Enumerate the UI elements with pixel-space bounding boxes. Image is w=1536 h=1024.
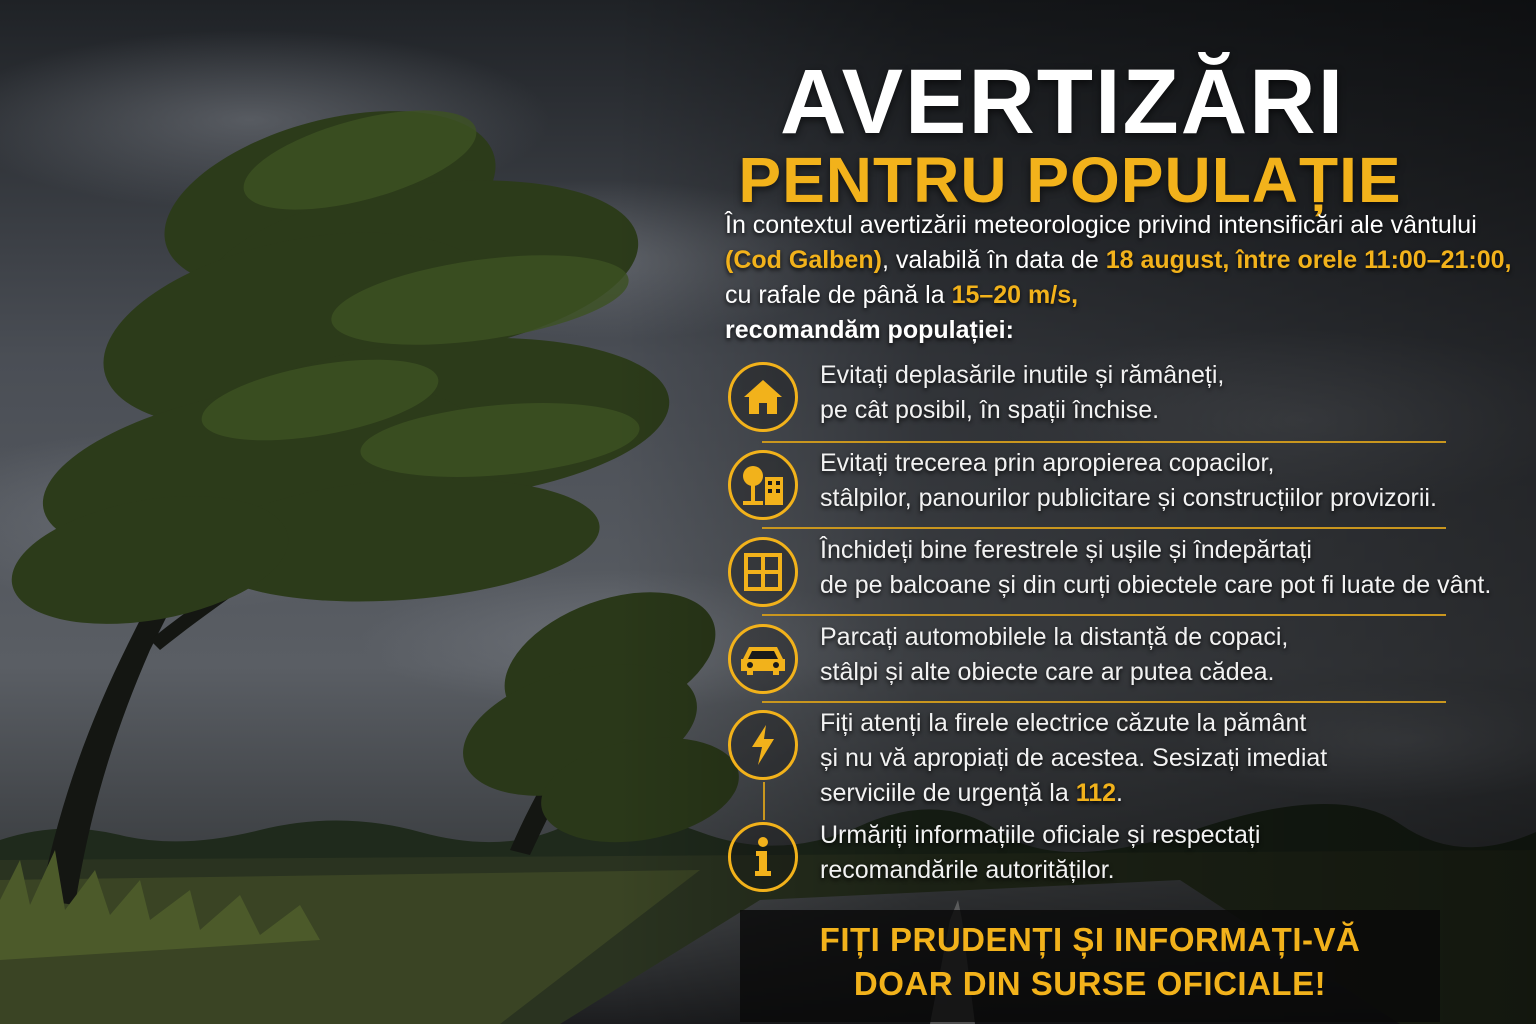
- footer-line-2: DOAR DIN SURSE OFICIALE!: [853, 965, 1327, 1002]
- separator: [762, 441, 1446, 443]
- recommendation-line: Parcați automobilele la distanță de copaci,: [820, 623, 1289, 651]
- recommendation-text: [820, 533, 1520, 603]
- title-line-1: AVERTIZĂRI: [780, 51, 1346, 153]
- recommendation-text: [820, 620, 1520, 690]
- connector-line: [763, 782, 765, 820]
- recommendation-line-part: serviciile de urgență la: [820, 779, 1076, 807]
- emergency-number: 112: [1075, 779, 1117, 807]
- intro-closing: recomandăm populației:: [725, 316, 1014, 344]
- intro-paragraph: [725, 208, 1515, 348]
- recommendation-text: [820, 358, 1520, 428]
- intro-speed: 15–20 m/s,: [951, 281, 1079, 309]
- recommendation-line-part: .: [1116, 779, 1123, 807]
- recommendation-line: Evitați deplasările inutile și rămâneți,: [820, 361, 1225, 389]
- intro-text-4: cu rafale de până la: [725, 281, 952, 309]
- title-line-2: PENTRU POPULAȚIE: [738, 144, 1402, 216]
- lightning-icon: [728, 710, 798, 780]
- intro-code: (Cod Galben): [725, 246, 882, 274]
- separator: [762, 614, 1446, 616]
- window-icon: [728, 537, 798, 607]
- recommendation-line: stâlpilor, panourilor publicitare și construcțiilor provizorii.: [820, 484, 1437, 512]
- recommendation-line: și nu vă apropiați de acestea. Sesizați imediat: [820, 744, 1328, 772]
- warning-panel: [700, 40, 1520, 1020]
- recommendation-line: Închideți bine ferestrele și ușile și îndepărtați: [820, 536, 1312, 564]
- recommendation-line: Urmăriți informațiile oficiale și respectați: [820, 821, 1261, 849]
- recommendation-line: [820, 776, 1520, 811]
- footer-text: [740, 918, 1440, 1006]
- separator: [762, 527, 1446, 529]
- intro-date: 18 august,: [1105, 246, 1230, 274]
- intro-text-2: , valabilă în data de: [881, 246, 1106, 274]
- intro-text-1: În contextul avertizării meteorologice privind intensificări ale vântului: [725, 211, 1477, 239]
- recommendation-text: [820, 818, 1520, 888]
- recommendation-line: stâlpi și alte obiecte care ar putea cădea.: [820, 658, 1275, 686]
- recommendation-line: de pe balcoane și din curți obiectele care pot fi luate de vânt.: [820, 571, 1492, 599]
- recommendation-text: [820, 706, 1520, 811]
- house-icon: [728, 362, 798, 432]
- separator: [762, 701, 1446, 703]
- footer-line-1: FIȚI PRUDENȚI ȘI INFORMAȚI-VĂ: [819, 921, 1361, 958]
- recommendation-line: Evitați trecerea prin apropierea copacilor,: [820, 449, 1275, 477]
- recommendation-line: Fiți atenți la firele electrice căzute la pământ: [820, 709, 1307, 737]
- footer-banner: [740, 910, 1440, 1022]
- intro-hours: între orele 11:00–21:00,: [1236, 246, 1512, 274]
- info-icon: [728, 822, 798, 892]
- tree-building-icon: [728, 450, 798, 520]
- car-icon: [728, 624, 798, 694]
- recommendation-line: pe cât posibil, în spații închise.: [820, 396, 1160, 424]
- recommendation-text: [820, 446, 1520, 516]
- recommendation-line: recomandările autorităților.: [820, 856, 1115, 884]
